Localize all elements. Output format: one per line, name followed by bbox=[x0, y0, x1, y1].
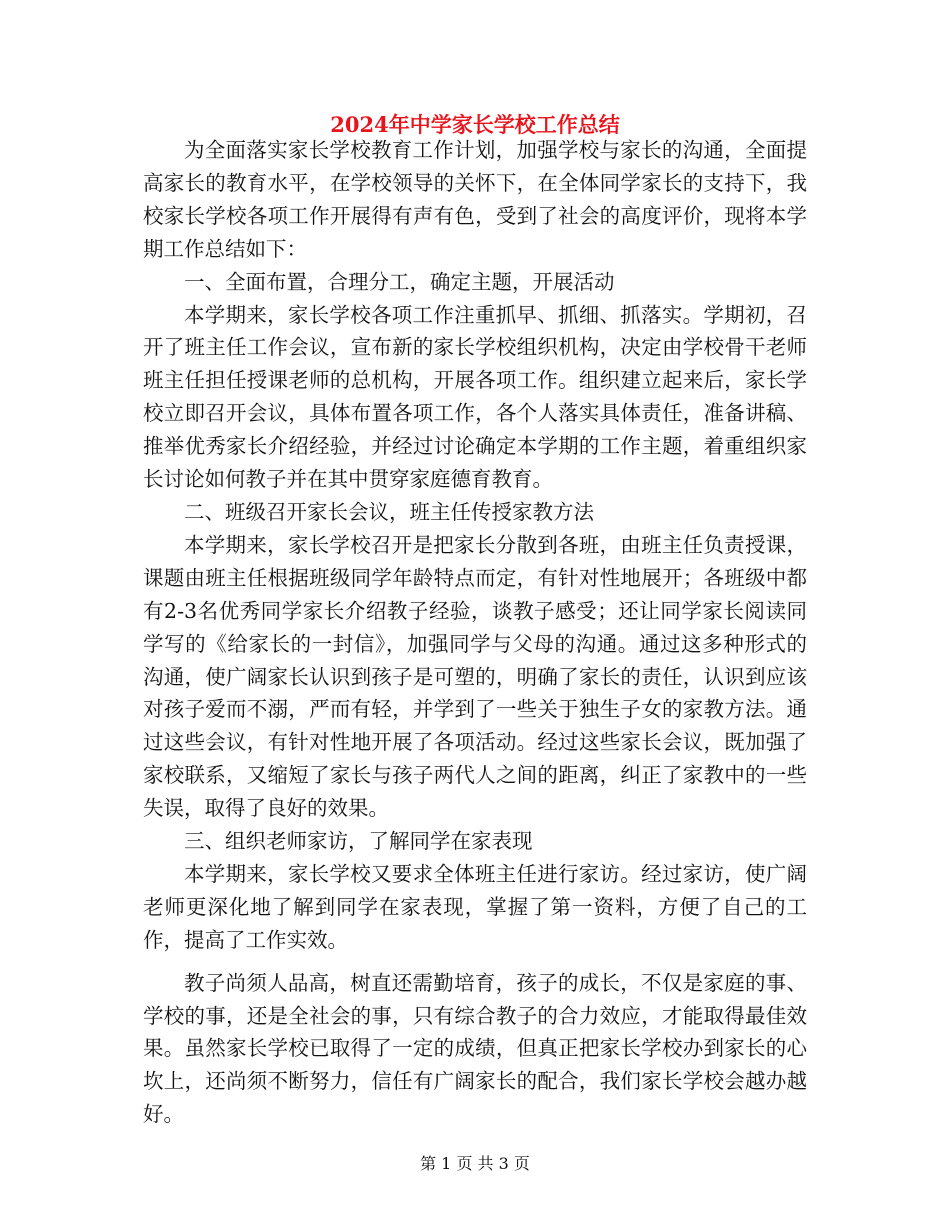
page-footer: 第 1 页 共 3 页 bbox=[420, 1154, 530, 1173]
document-body bbox=[143, 134, 807, 1131]
section-heading-3: 三、组织老师家访，了解同学在家表现 bbox=[184, 829, 533, 854]
section-heading-1: 一、全面布置，合理分工，确定主题，开展活动 bbox=[184, 269, 615, 294]
paragraph-conclusion: 教子尚须人品高，树直还需勤培育，孩子的成长，不仅是家庭的事、学校的事，还是全社会的事，只有综合教子的合力效应，才能取得最佳效果。虽然家长学校已取得了一定的成绩，但真正把家长学校办到家长的心坎上，还尚须不断努力，信任有广阔家长的配合，我们家长学校会越办越好。 bbox=[143, 970, 807, 1127]
document-title: 2024年中学家长学校工作总结 bbox=[330, 112, 620, 137]
paragraph-intro: 为全面落实家长学校教育工作计划，加强学校与家长的沟通，全面提高家长的教育水平，在学校领导的关怀下，在全体同学家长的支持下，我校家长学校各项工作开展得有声有色，受到了社会的高度评价，现将本学期工作总结如下： bbox=[143, 138, 807, 261]
paragraph-section-2: 本学期来，家长学校召开是把家长分散到各班，由班主任负责授课，课题由班主任根据班级同学年龄特点而定，有针对性地展开；各班级中都有2-3名优秀同学家长介绍教子经验，谈教子感受；还让同学家长阅读同学写的《给家长的一封信》，加强同学与父母的沟通。通过这多种形式的沟通，使广阔家长认识到孩子是可塑的，明确了家长的责任，认识到应该对孩子爱而不溺，严而有轻，并学到了一些关于独生子女的家教方法。通过这些会议，有针对性地开展了各项活动。经过这些家长会议，既加强了家校联系，又缩短了家长与孩子两代人之间的距离，纠正了家教中的一些失误，取得了良好的效果。 bbox=[143, 532, 807, 821]
paragraph-section-3: 本学期来，家长学校又要求全体班主任进行家访。经过家访，使广阔老师更深化地了解到同学在家表现，掌握了第一资料，方便了自己的工作，提高了工作实效。 bbox=[143, 861, 807, 952]
section-heading-2: 二、班级召开家长会议，班主任传授家教方法 bbox=[184, 499, 594, 524]
paragraph-section-1: 本学期来，家长学校各项工作注重抓早、抓细、抓落实。学期初，召开了班主任工作会议，宣布新的家长学校组织机构，决定由学校骨干老师班主任担任授课老师的总机构，开展各项工作。组织建立起来后，家长学校立即召开会议，具体布置各项工作，各个人落实具体责任，准备讲稿、推举优秀家长介绍经验，并经过讨论确定本学期的工作主题，着重组织家长讨论如何教子并在其中贯穿家庭德育教育。 bbox=[143, 302, 807, 492]
